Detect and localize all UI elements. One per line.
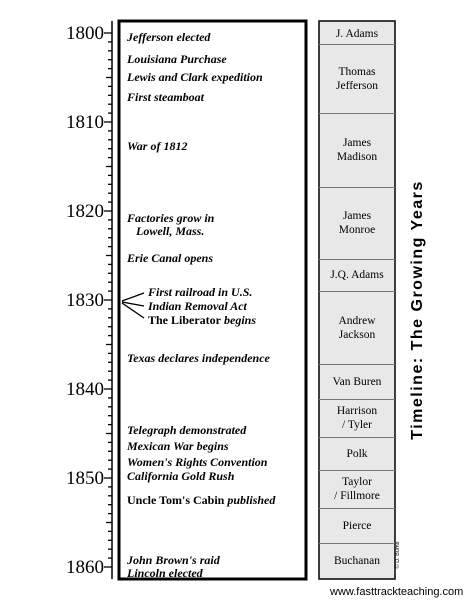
president-name: Buchanan [334, 554, 380, 567]
president-cell [322, 291, 392, 364]
president-cell [322, 399, 392, 437]
president-cell [322, 470, 392, 508]
president-name: James [342, 210, 372, 222]
president-cell [322, 44, 392, 113]
event-item: First railroad in U.S. [148, 285, 253, 299]
event-item: Telegraph demonstrated [127, 423, 247, 437]
event-item: Texas declares independence [127, 351, 270, 365]
year-label: 1810 [66, 112, 104, 133]
president-cell [322, 508, 392, 543]
side-title: Timeline: The Growing Years [409, 180, 426, 440]
president-name: Jackson [338, 328, 376, 341]
president-name: Van Buren [332, 375, 382, 388]
president-name: Andrew [338, 314, 376, 327]
credit-text: © D. Burns [395, 541, 401, 569]
event-item: Indian Removal Act [148, 299, 247, 313]
year-label: 1840 [66, 379, 104, 400]
event-item: Jefferson elected [127, 30, 211, 44]
president-name: Pierce [342, 519, 372, 532]
president-name: Jefferson [336, 79, 378, 92]
president-name: Monroe [338, 224, 376, 236]
president-name: J.Q. Adams [330, 269, 384, 281]
president-cell [322, 187, 392, 259]
president-cell [322, 23, 392, 44]
website-url: www.fasttrackteaching.com [330, 586, 464, 598]
president-cell [322, 113, 392, 187]
president-cell [322, 543, 392, 578]
president-name: Madison [336, 151, 378, 163]
event-item: Women's Rights Convention [127, 455, 268, 469]
year-label: 1830 [66, 290, 104, 311]
event-title: Uncle Tom's Cabin [127, 493, 225, 507]
year-label: 1860 [66, 557, 104, 578]
president-name: Thomas [338, 65, 376, 78]
event-item: Lincoln elected [127, 566, 203, 580]
year-label: 1800 [66, 23, 104, 44]
event-item: Lowell, Mass. [136, 224, 205, 238]
connector-lines [122, 293, 144, 318]
president-cell [322, 437, 392, 470]
event-item [127, 494, 275, 507]
event-suffix: published [227, 493, 276, 507]
president-name: J. Adams [335, 27, 379, 40]
president-name: Taylor [342, 476, 372, 488]
event-item: Mexican War begins [127, 439, 229, 453]
event-item: California Gold Rush [127, 469, 235, 483]
president-name: Polk [346, 447, 368, 460]
president-cell [322, 259, 392, 291]
president-name: James [342, 137, 372, 149]
event-title: The Liberator [148, 313, 221, 327]
president-name: / Tyler [342, 419, 372, 431]
event-item: John Brown's raid [127, 553, 220, 567]
president-cell [322, 364, 392, 399]
event-item: Louisiana Purchase [127, 52, 227, 66]
year-label: 1850 [66, 468, 104, 489]
event-item [148, 314, 256, 327]
event-suffix: begins [224, 313, 257, 327]
event-item: First steamboat [127, 90, 205, 104]
event-item: Lewis and Clark expedition [127, 70, 263, 84]
event-item: Erie Canal opens [127, 251, 214, 265]
event-item: Factories grow in [127, 211, 215, 225]
president-name: Harrison [336, 405, 378, 417]
president-name: / Fillmore [334, 490, 380, 502]
event-item: War of 1812 [127, 139, 188, 153]
year-label: 1820 [66, 201, 104, 222]
